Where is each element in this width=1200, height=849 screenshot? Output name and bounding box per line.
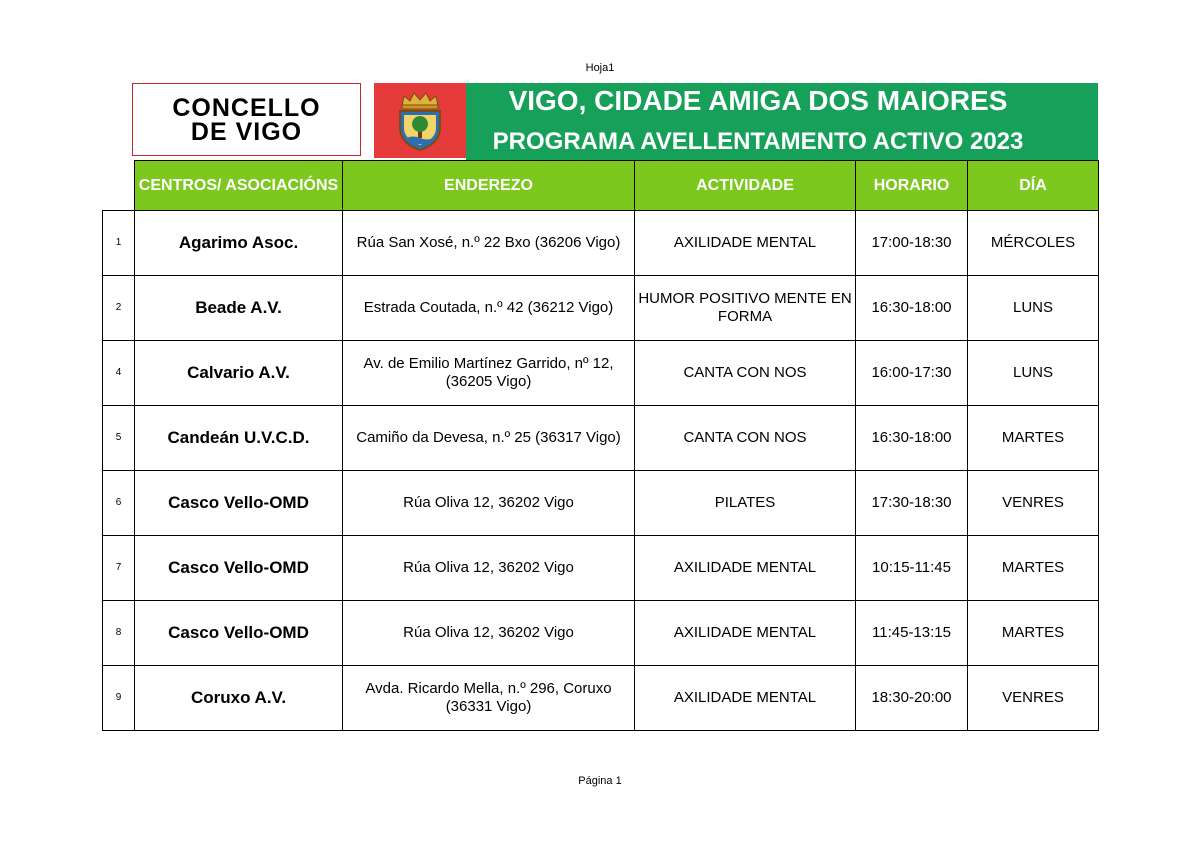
schedule-cell: 16:30-18:00	[856, 276, 968, 341]
activity-cell: CANTA CON NOS	[635, 406, 856, 471]
header-blank-cell	[103, 161, 135, 211]
table-row	[103, 276, 1099, 341]
address-cell: Estrada Coutada, n.º 42 (36212 Vigo)	[343, 276, 635, 341]
row-number: 7	[103, 536, 135, 601]
column-header-address: ENDEREZO	[343, 161, 635, 211]
row-number: 2	[103, 276, 135, 341]
activity-cell: CANTA CON NOS	[635, 341, 856, 406]
row-number: 1	[103, 211, 135, 276]
address-cell: Avda. Ricardo Mella, n.º 296, Coruxo (36331 Vigo)	[343, 666, 635, 731]
row-number: 9	[103, 666, 135, 731]
centre-name: Candeán U.V.C.D.	[135, 406, 343, 471]
day-cell: MARTES	[968, 406, 1099, 471]
address-cell: Av. de Emilio Martínez Garrido, nº 12, (36205 Vigo)	[343, 341, 635, 406]
day-cell: VENRES	[968, 666, 1099, 731]
activity-cell: AXILIDADE MENTAL	[635, 601, 856, 666]
table-row	[103, 536, 1099, 601]
address-cell: Rúa San Xosé, n.º 22 Bxo (36206 Vigo)	[343, 211, 635, 276]
activity-cell: AXILIDADE MENTAL	[635, 536, 856, 601]
day-cell: VENRES	[968, 471, 1099, 536]
centre-name: Casco Vello-OMD	[135, 471, 343, 536]
column-header-activity: ACTIVIDADE	[635, 161, 856, 211]
centre-name: Casco Vello-OMD	[135, 536, 343, 601]
address-cell: Rúa Oliva 12, 36202 Vigo	[343, 536, 635, 601]
address-cell: Camiño da Devesa, n.º 25 (36317 Vigo)	[343, 406, 635, 471]
column-header-day: DÍA	[968, 161, 1099, 211]
page-footer: Página 1	[578, 775, 622, 787]
logo-line-1: CONCELLO	[172, 93, 321, 122]
table-row	[103, 341, 1099, 406]
table-row	[103, 471, 1099, 536]
table-row	[103, 666, 1099, 731]
row-number: 4	[103, 341, 135, 406]
activities-table	[102, 160, 1099, 731]
title-banner	[466, 83, 1098, 160]
activity-cell: PILATES	[635, 471, 856, 536]
day-cell: LUNS	[968, 276, 1099, 341]
table-row	[103, 601, 1099, 666]
table-row	[103, 406, 1099, 471]
activity-cell: AXILIDADE MENTAL	[635, 666, 856, 731]
row-number: 8	[103, 601, 135, 666]
centre-name: Coruxo A.V.	[135, 666, 343, 731]
column-header-schedule: HORARIO	[856, 161, 968, 211]
vigo-crest-icon	[374, 83, 466, 158]
schedule-cell: 16:00-17:30	[856, 341, 968, 406]
logo-line-2: DE VIGO	[190, 117, 303, 146]
centre-name: Beade A.V.	[135, 276, 343, 341]
row-number: 5	[103, 406, 135, 471]
day-cell: LUNS	[968, 341, 1099, 406]
day-cell: MARTES	[968, 536, 1099, 601]
centre-name: Calvario A.V.	[135, 341, 343, 406]
banner-title: VIGO, CIDADE AMIGA DOS MAIORES	[508, 85, 1008, 116]
day-cell: MÉRCOLES	[968, 211, 1099, 276]
concello-logo	[132, 83, 361, 156]
column-header-centres: CENTROS/ ASOCIACIÓNS	[135, 161, 343, 211]
address-cell: Rúa Oliva 12, 36202 Vigo	[343, 601, 635, 666]
row-number: 6	[103, 471, 135, 536]
schedule-cell: 17:30-18:30	[856, 471, 968, 536]
table-row	[103, 211, 1099, 276]
schedule-cell: 18:30-20:00	[856, 666, 968, 731]
centre-name: Agarimo Asoc.	[135, 211, 343, 276]
centre-name: Casco Vello-OMD	[135, 601, 343, 666]
address-cell: Rúa Oliva 12, 36202 Vigo	[343, 471, 635, 536]
schedule-cell: 16:30-18:00	[856, 406, 968, 471]
schedule-cell: 10:15-11:45	[856, 536, 968, 601]
activity-cell: AXILIDADE MENTAL	[635, 211, 856, 276]
banner-subtitle: PROGRAMA AVELLENTAMENTO ACTIVO 2023	[492, 128, 1024, 155]
day-cell: MARTES	[968, 601, 1099, 666]
schedule-cell: 11:45-13:15	[856, 601, 968, 666]
crest-svg	[394, 90, 446, 152]
activity-cell: HUMOR POSITIVO MENTE EN FORMA	[635, 276, 856, 341]
sheet-name: Hoja1	[585, 62, 615, 74]
schedule-cell: 17:00-18:30	[856, 211, 968, 276]
table-header-row	[103, 161, 1099, 211]
